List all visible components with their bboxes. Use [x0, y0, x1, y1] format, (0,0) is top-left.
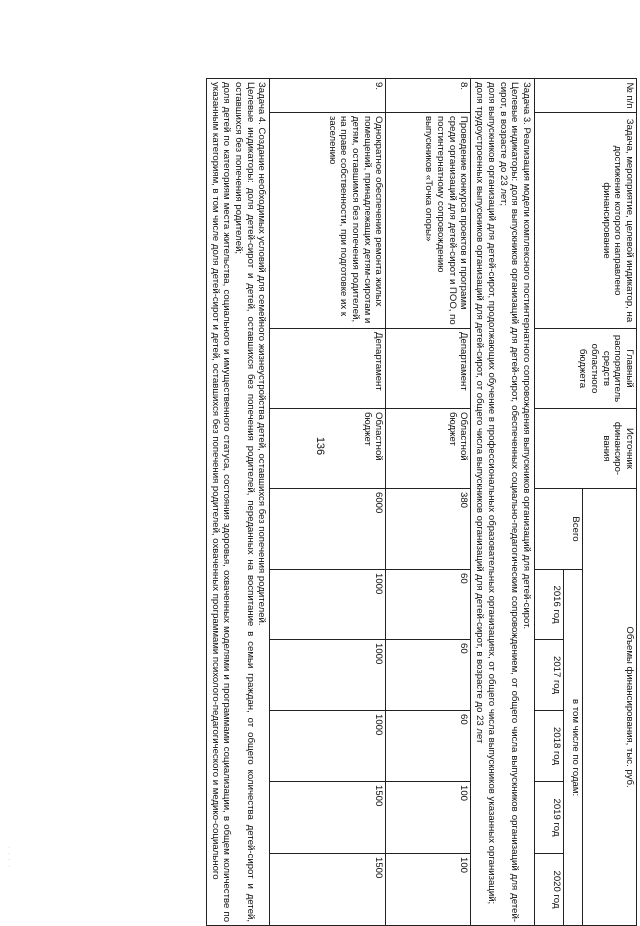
header-total: Всего [535, 489, 583, 570]
task-3-indicator-2: доля выпускников организаций для детей-сирот, продолжающих обучение в профессиональных образовательных организациях, от общего числа выпускников указанных организаций; [485, 82, 497, 905]
row-2016: 60 [386, 570, 471, 640]
task-4-indicator-2: доля детей по категориям места жительства, социального и имущественного статуса, состояния здоровья, охваченных моделями и программами социализации, в общем количестве по указанным категориям, в том числе доля детей-сирот и детей, оставшихся без попечения родителей, охваченных программами психолого-педагогического и медико-социального [209, 82, 233, 923]
task-4-block [206, 79, 270, 926]
row-total: 6000 [270, 489, 386, 570]
task-4-indicator-1: Целевые индикаторы: доля детей-сирот и детей, оставшихся без попечения родителей, переданных на воспитание в семьи граждан, от общего количества детей-сирот и детей, оставшихся без попечения родителей; [233, 82, 256, 923]
header-year-2018: 2018 год [535, 711, 564, 782]
row-source: Областной бюджет [270, 409, 386, 489]
rotated-table-container [99, 78, 637, 925]
row-distributor: Департамент [386, 329, 471, 409]
header-num: № п/п [535, 79, 637, 113]
task-3-indicator-1: Целевые индикаторы: доля выпускников организаций для детей-сирот, обеспеченных социально-педагогическим сопровождением, от общего числа выпускников организаций для детей-сирот, в возрасте до 23 лет; [497, 82, 521, 923]
header-volume: Объемы финансирования, тыс. руб. [583, 489, 637, 926]
row-num: 9. [270, 79, 386, 113]
header-year-2017: 2017 год [535, 640, 564, 711]
row-2020: 1500 [270, 854, 386, 926]
row-2017: 60 [386, 640, 471, 711]
row-task: Однократное обеспечение ремонта жилых помещений, принадлежащих детям-сиротам и детям, оставшимся без попечения родителей, на праве собственности, при подготовке их к заселению [270, 113, 386, 329]
row-2019: 100 [386, 782, 471, 854]
row-distributor: Департамент [270, 329, 386, 409]
header-year-2020: 2020 год [535, 854, 564, 926]
row-2020: 100 [386, 854, 471, 926]
row-source: Областной бюджет [386, 409, 471, 489]
header-year-2016: 2016 год [535, 570, 564, 640]
page-number: 136 [314, 436, 326, 456]
task-3-indicator-3: доля трудоустроенных выпускников организаций для детей-сирот, от общего числа выпускников организаций для детей-сирот, в возрасте до 23 лет [474, 82, 486, 744]
header-year-2019: 2019 год [535, 782, 564, 854]
financing-table [206, 78, 637, 926]
header-task: Задача, мероприятие, целевой индикатор, на достижение которого направлено финансирование [535, 113, 637, 329]
task-3-block [471, 79, 535, 926]
header-by-year: в том числе по годам: [564, 570, 583, 926]
task-3-title: Задача 3. Реализация модели комплексного постинтернатного сопровождения выпускников организаций для детей-сирот. [521, 82, 532, 630]
header-distributor: Главный распорядитель средств областного бюджета [535, 329, 637, 409]
table-row [386, 79, 471, 926]
header-source: Источник финансиро-вания [535, 409, 637, 489]
row-2019: 1500 [270, 782, 386, 854]
table-row [270, 79, 386, 926]
row-2016: 1000 [270, 570, 386, 640]
row-total: 380 [386, 489, 471, 570]
task-4-title: Задача 4. Создание необходимых условий для семейного жизнеустройства детей, оставшихся без попечения родителей. [256, 82, 268, 626]
row-num: 8. [386, 79, 471, 113]
scan-artifact: · · · · [5, 846, 12, 869]
row-2018: 60 [386, 711, 471, 782]
row-2018: 1000 [270, 711, 386, 782]
row-task: Проведение конкурса проектов и программ среди организаций для детей-сирот и ПОО, по постинтернатному сопровождению выпускников «Точка опоры» [386, 113, 471, 329]
row-2017: 1000 [270, 640, 386, 711]
